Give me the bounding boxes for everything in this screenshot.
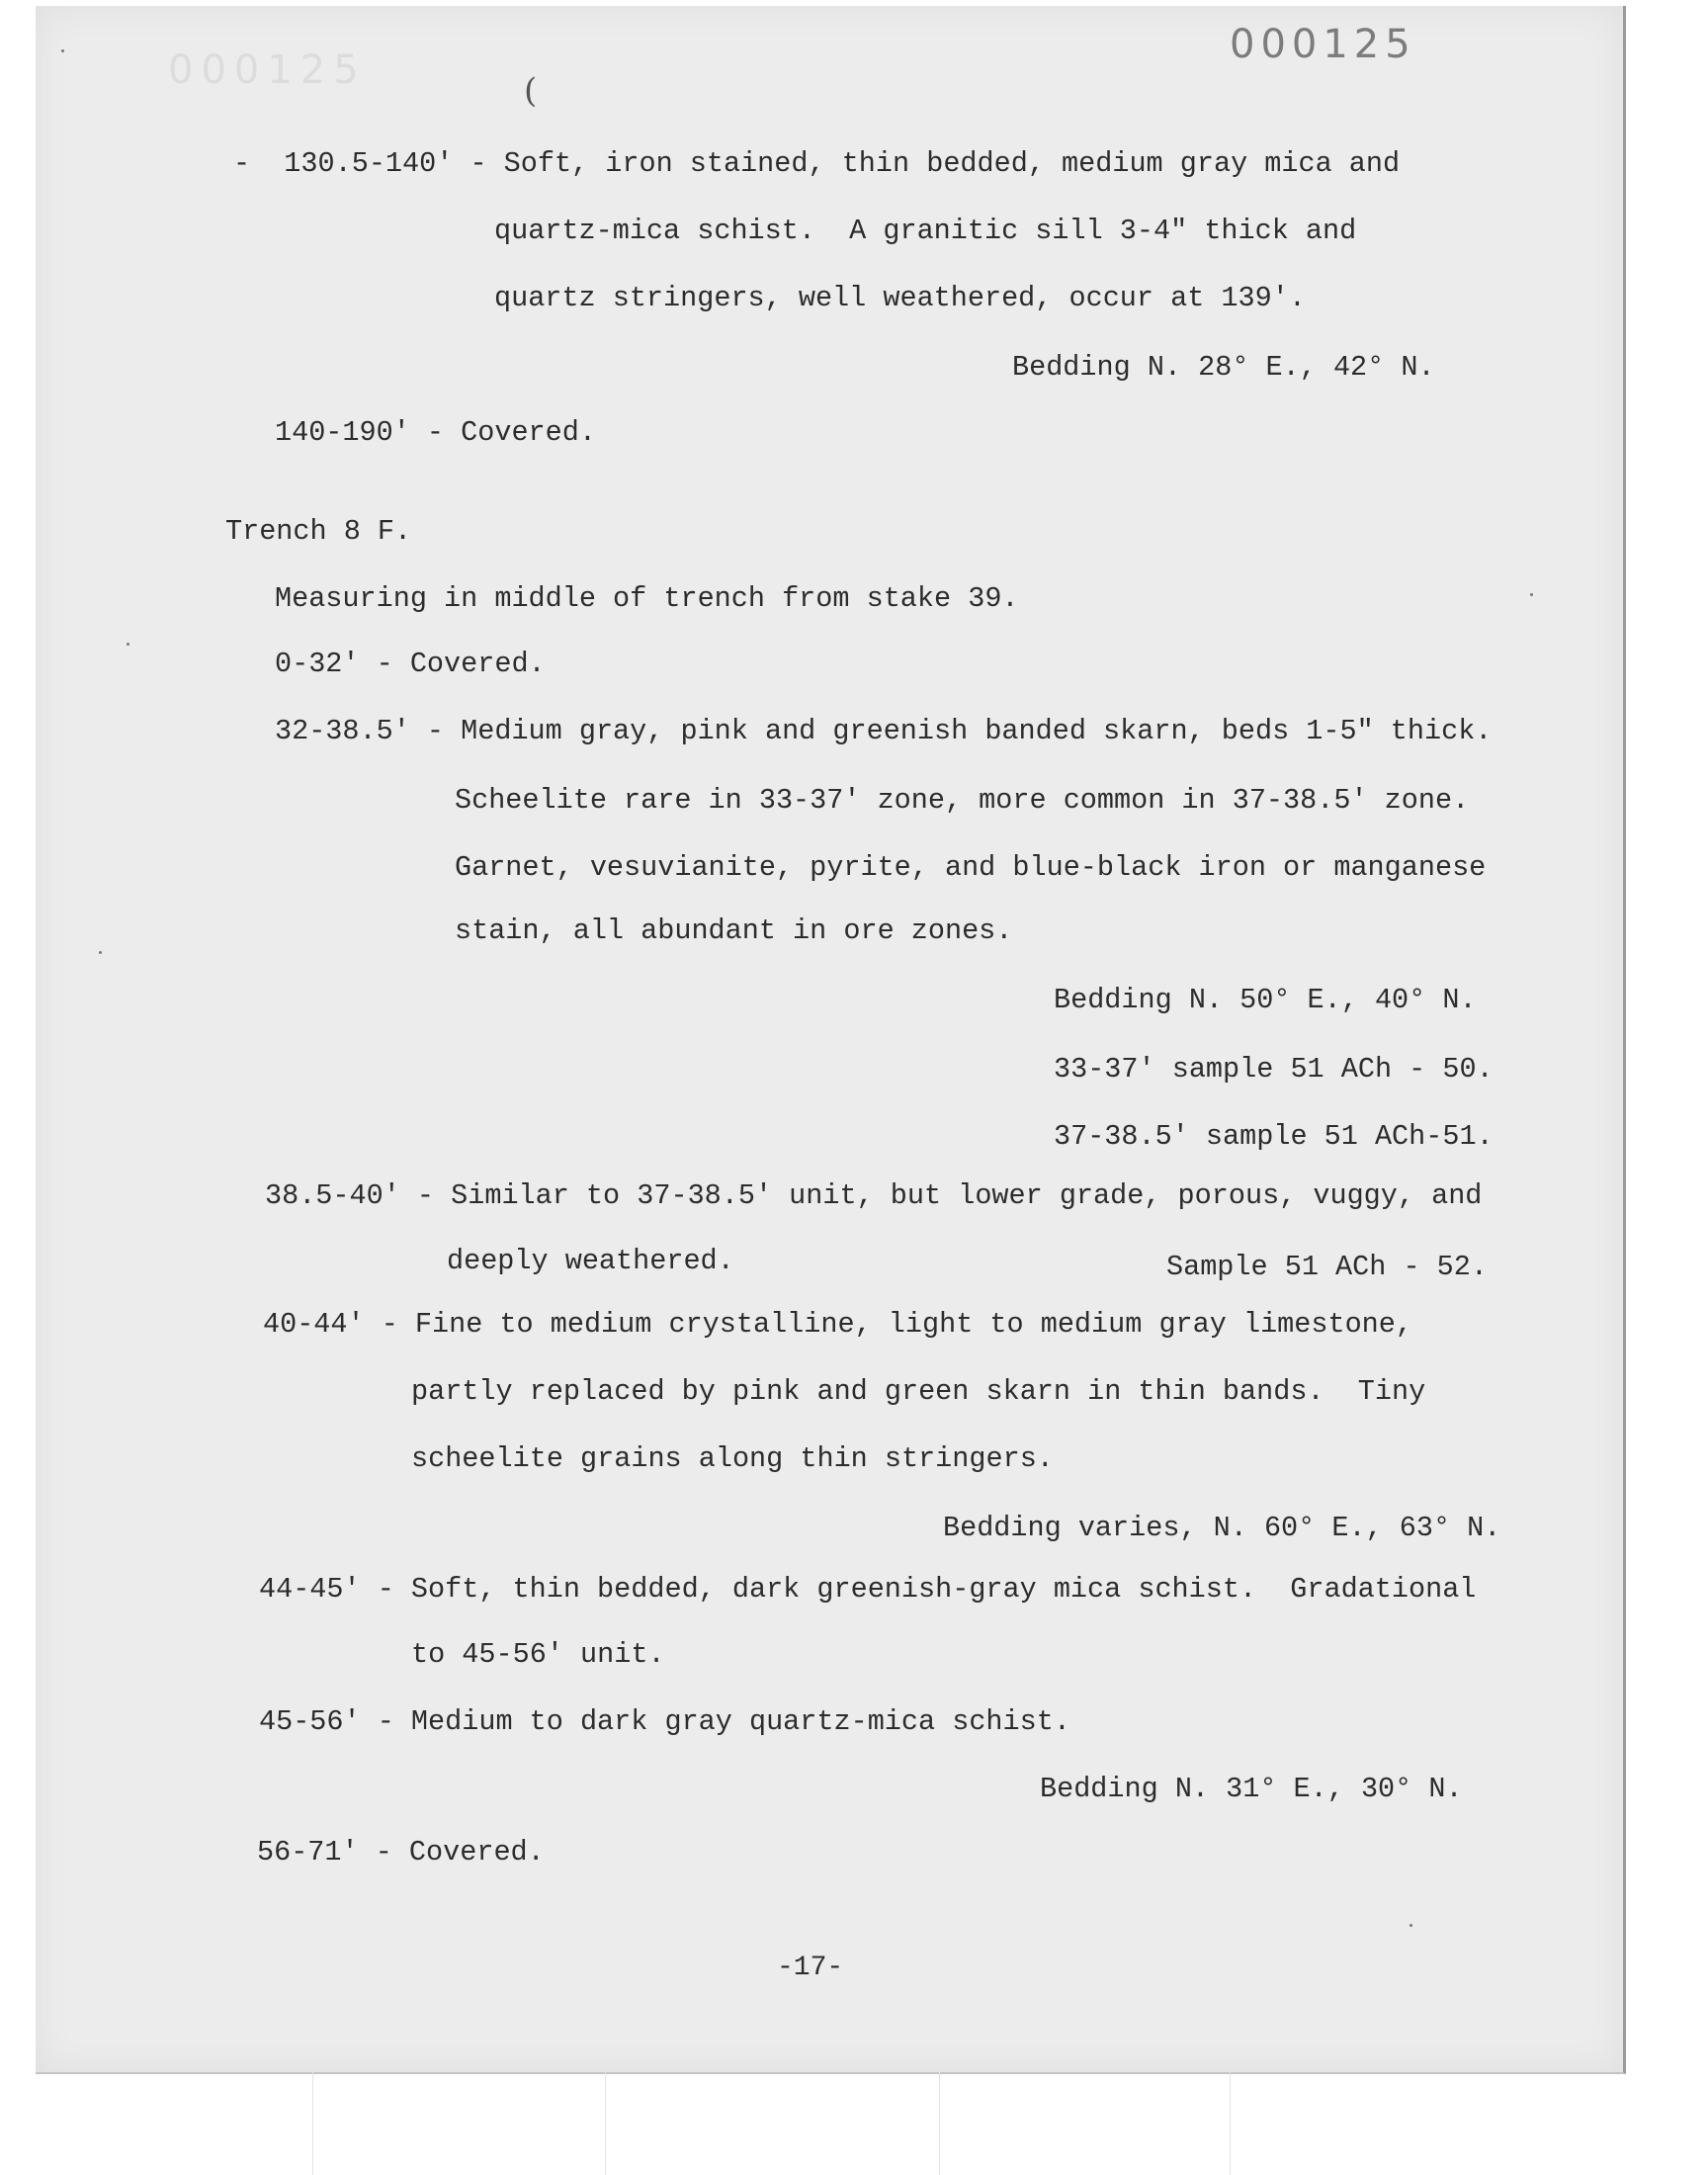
log-entry-38-40: 38.5-40' - Similar to 37-38.5' unit, but lower grade, porous, vuggy, and	[265, 1179, 1483, 1212]
scan-speck	[127, 643, 129, 646]
log-entry-continuation: deeply weathered.	[447, 1245, 734, 1277]
sample-note: Sample 51 ACh - 52.	[1166, 1251, 1488, 1283]
document-number: 000125	[1230, 22, 1416, 67]
bedding-note: Bedding N. 31° E., 30° N.	[1040, 1773, 1463, 1805]
bedding-note: Bedding N. 28° E., 42° N.	[1012, 351, 1435, 384]
log-entry-continuation: partly replaced by pink and green skarn in thin bands. Tiny	[411, 1375, 1426, 1408]
log-entry-45-56: 45-56' - Medium to dark gray quartz-mica schist.	[259, 1705, 1070, 1738]
bleed-through-mark: 000125	[168, 47, 367, 93]
log-entry-130-140: - 130.5-140' - Soft, iron stained, thin bedded, medium gray mica and	[233, 147, 1401, 180]
scan-artifact	[1230, 2072, 1231, 2175]
log-entry-32-38: 32-38.5' - Medium gray, pink and greenish banded skarn, beds 1-5" thick.	[275, 715, 1493, 747]
scan-speck	[99, 951, 102, 954]
log-entry-continuation: to 45-56' unit.	[411, 1638, 665, 1671]
log-entry-continuation: stain, all abundant in ore zones.	[455, 914, 1013, 947]
log-entry-continuation: scheelite grains along thin stringers.	[411, 1442, 1054, 1475]
document-page	[36, 6, 1626, 2074]
scan-artifact	[939, 2072, 940, 2175]
measuring-note: Measuring in middle of trench from stake 39.	[275, 582, 1019, 615]
log-entry-44-45: 44-45' - Soft, thin bedded, dark greenish-gray mica schist. Gradational	[259, 1573, 1477, 1606]
log-entry-continuation: Scheelite rare in 33-37' zone, more common in 37-38.5' zone.	[455, 784, 1470, 817]
bedding-note: Bedding varies, N. 60° E., 63° N.	[943, 1512, 1501, 1544]
scan-margin	[0, 2106, 1708, 2175]
sample-note: 37-38.5' sample 51 ACh-51.	[1054, 1120, 1494, 1153]
stray-mark: (	[524, 71, 538, 111]
log-entry-continuation: quartz stringers, well weathered, occur at 139'.	[494, 282, 1306, 314]
section-heading-trench-8f: Trench 8 F.	[225, 515, 412, 548]
log-entry-40-44: 40-44' - Fine to medium crystalline, light to medium gray limestone,	[263, 1308, 1412, 1341]
scan-speck	[1409, 1924, 1412, 1927]
log-entry-continuation: Garnet, vesuvianite, pyrite, and blue-black iron or manganese	[455, 851, 1487, 884]
scan-speck	[1530, 593, 1533, 596]
log-entry-56-71: 56-71' - Covered.	[257, 1836, 545, 1869]
scan-artifact	[312, 2072, 313, 2175]
scan-speck	[61, 49, 64, 52]
sample-note: 33-37' sample 51 ACh - 50.	[1054, 1053, 1494, 1086]
scan-artifact	[605, 2072, 606, 2175]
page-number: -17-	[777, 1953, 844, 1983]
log-entry-continuation: quartz-mica schist. A granitic sill 3-4" thick and	[494, 215, 1357, 247]
log-entry-0-32: 0-32' - Covered.	[275, 648, 546, 680]
bedding-note: Bedding N. 50° E., 40° N.	[1054, 984, 1477, 1016]
log-entry-140-190: 140-190' - Covered.	[275, 416, 596, 449]
